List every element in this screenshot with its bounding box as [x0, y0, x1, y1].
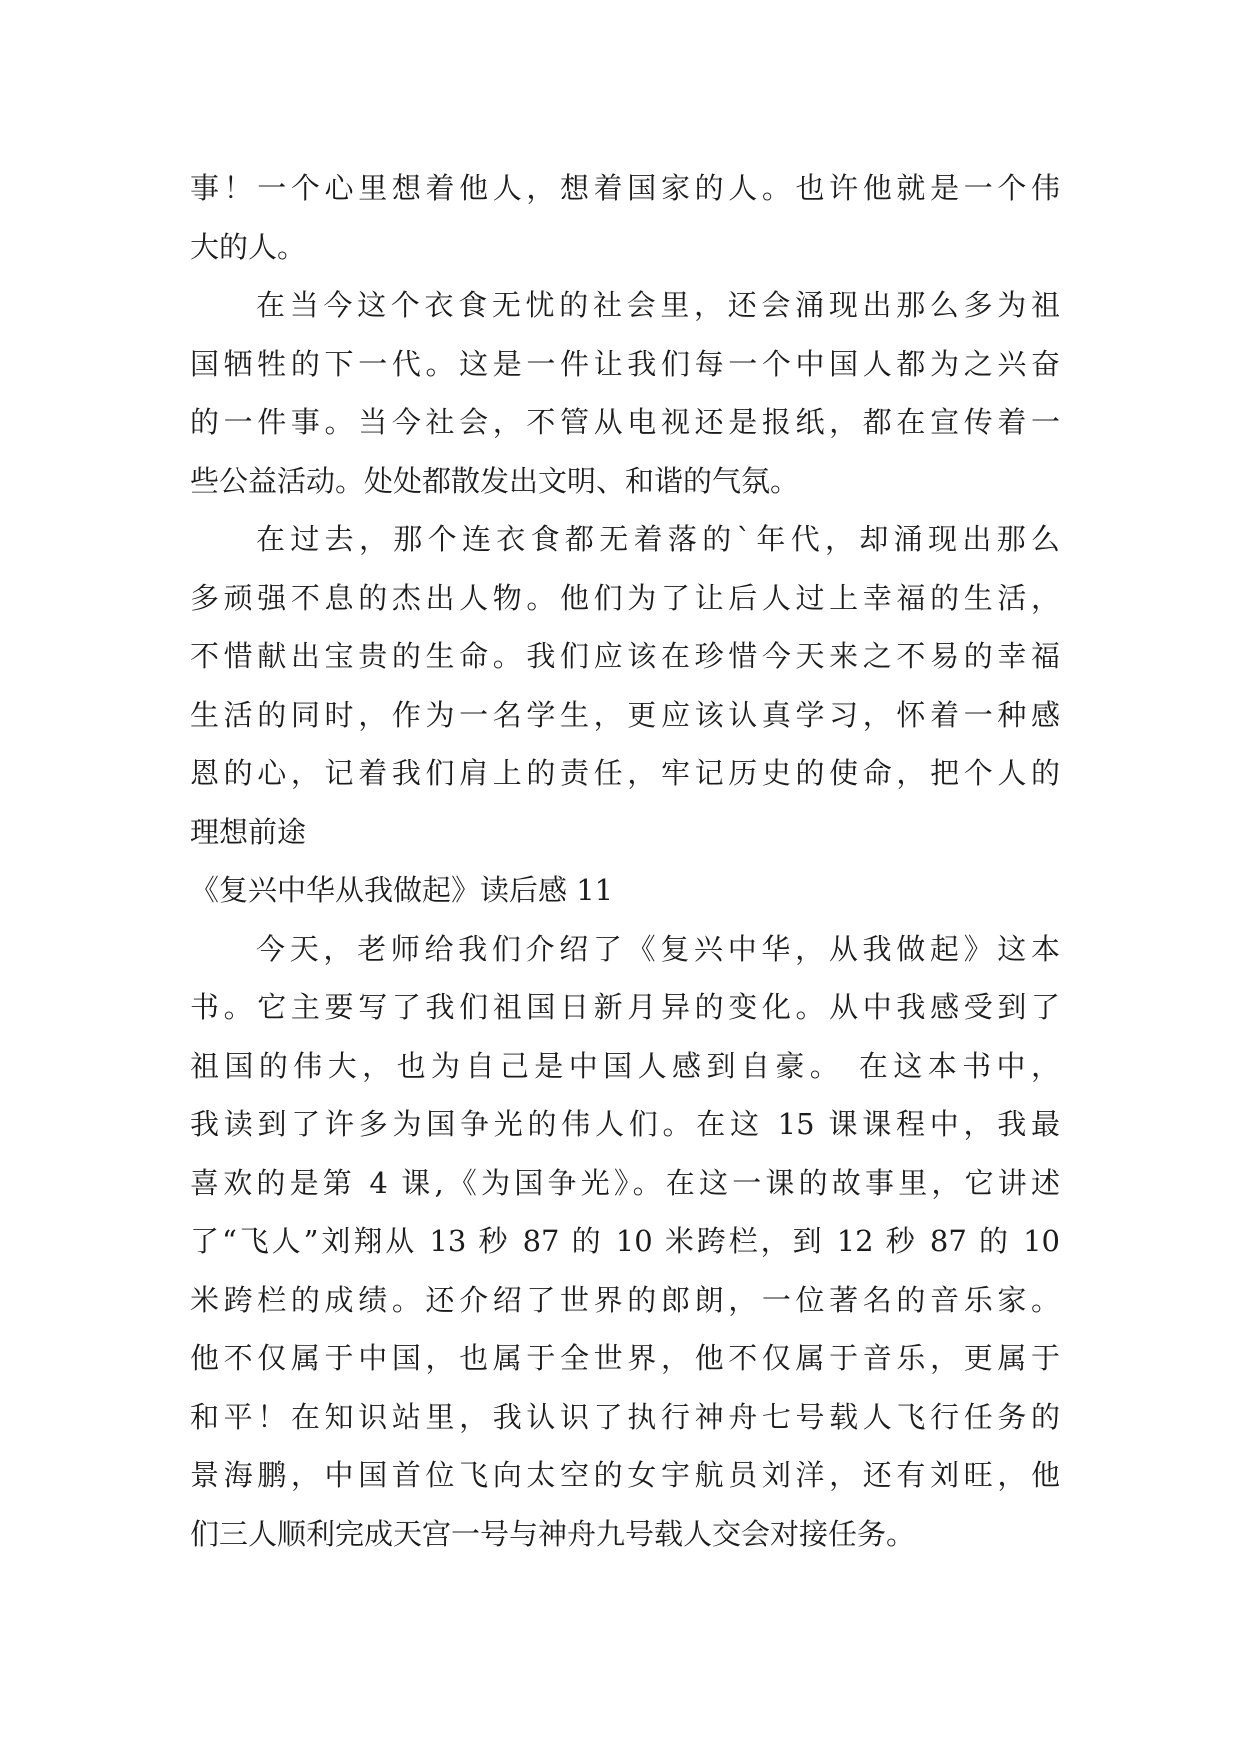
text-line: 的一件事。当今社会，不管从电视还是报纸，都在宣传着一 — [190, 405, 1060, 439]
text-line: 景海鹏，中国首位飞向太空的女宇航员刘洋，还有刘旺，他 — [190, 1458, 1060, 1492]
text-line: 喜欢的是第 4 课,《为国争光》。在这一课的故事里，它讲述 — [190, 1165, 1060, 1200]
text-line: 和平！在知识站里，我认识了执行神舟七号载人飞行任务的 — [190, 1399, 1060, 1434]
text-line: 米跨栏的成绩。还介绍了世界的郎朗，一位著名的音乐家。 — [190, 1282, 1060, 1317]
text-line: 书。它主要写了我们祖国日新月异的变化。从中我感受到了 — [190, 990, 1060, 1024]
text-line: 祖国的伟大，也为自己是中国人感到自豪。 在这本书中， — [190, 1048, 1060, 1083]
text-line: 些公益活动。处处都散发出文明、和谐的气氛。 — [190, 463, 800, 498]
text-line: 们三人顺利完成天宫一号与神舟九号载人交会对接任务。 — [190, 1516, 916, 1551]
text-line: 事！一个心里想着他人，想着国家的人。也许他就是一个伟 — [190, 171, 1060, 205]
text-line: 恩的心，记着我们肩上的责任，牢记历史的使命，把个人的 — [190, 756, 1060, 790]
text-line: 他不仅属于中国，也属于全世界，他不仅属于音乐，更属于 — [190, 1341, 1060, 1375]
text-line: 多顽强不息的杰出人物。他们为了让后人过上幸福的生活， — [190, 580, 1060, 615]
text-line: 理想前途 — [190, 814, 307, 849]
text-line: 在当今这个衣食无忧的社会里，还会涌现出那么多为祖 — [256, 288, 1060, 322]
text-line: 今天，老师给我们介绍了《复兴中华，从我做起》这本 — [256, 931, 1060, 966]
text-line: 在过去，那个连衣食都无着落的`年代，却涌现出那么 — [256, 522, 1060, 556]
text-line: 我读到了许多为国争光的伟人们。在这 15 课课程中，我最 — [190, 1107, 1060, 1141]
text-line: 国牺牲的下一代。这是一件让我们每一个中国人都为之兴奋 — [190, 346, 1060, 381]
text-line: 不惜献出宝贵的生命。我们应该在珍惜今天来之不易的幸福 — [190, 639, 1060, 673]
text-line: 大的人。 — [190, 229, 307, 264]
section-heading: 《复兴中华从我做起》读后感 11 — [190, 873, 614, 907]
document-body — [190, 159, 1060, 1563]
text-line: 生活的同时，作为一名学生，更应该认真学习，怀着一种感 — [190, 697, 1060, 732]
text-line: 了“飞人”刘翔从 13 秒 87 的 10 米跨栏，到 12 秒 87 的 10 — [190, 1224, 1060, 1258]
